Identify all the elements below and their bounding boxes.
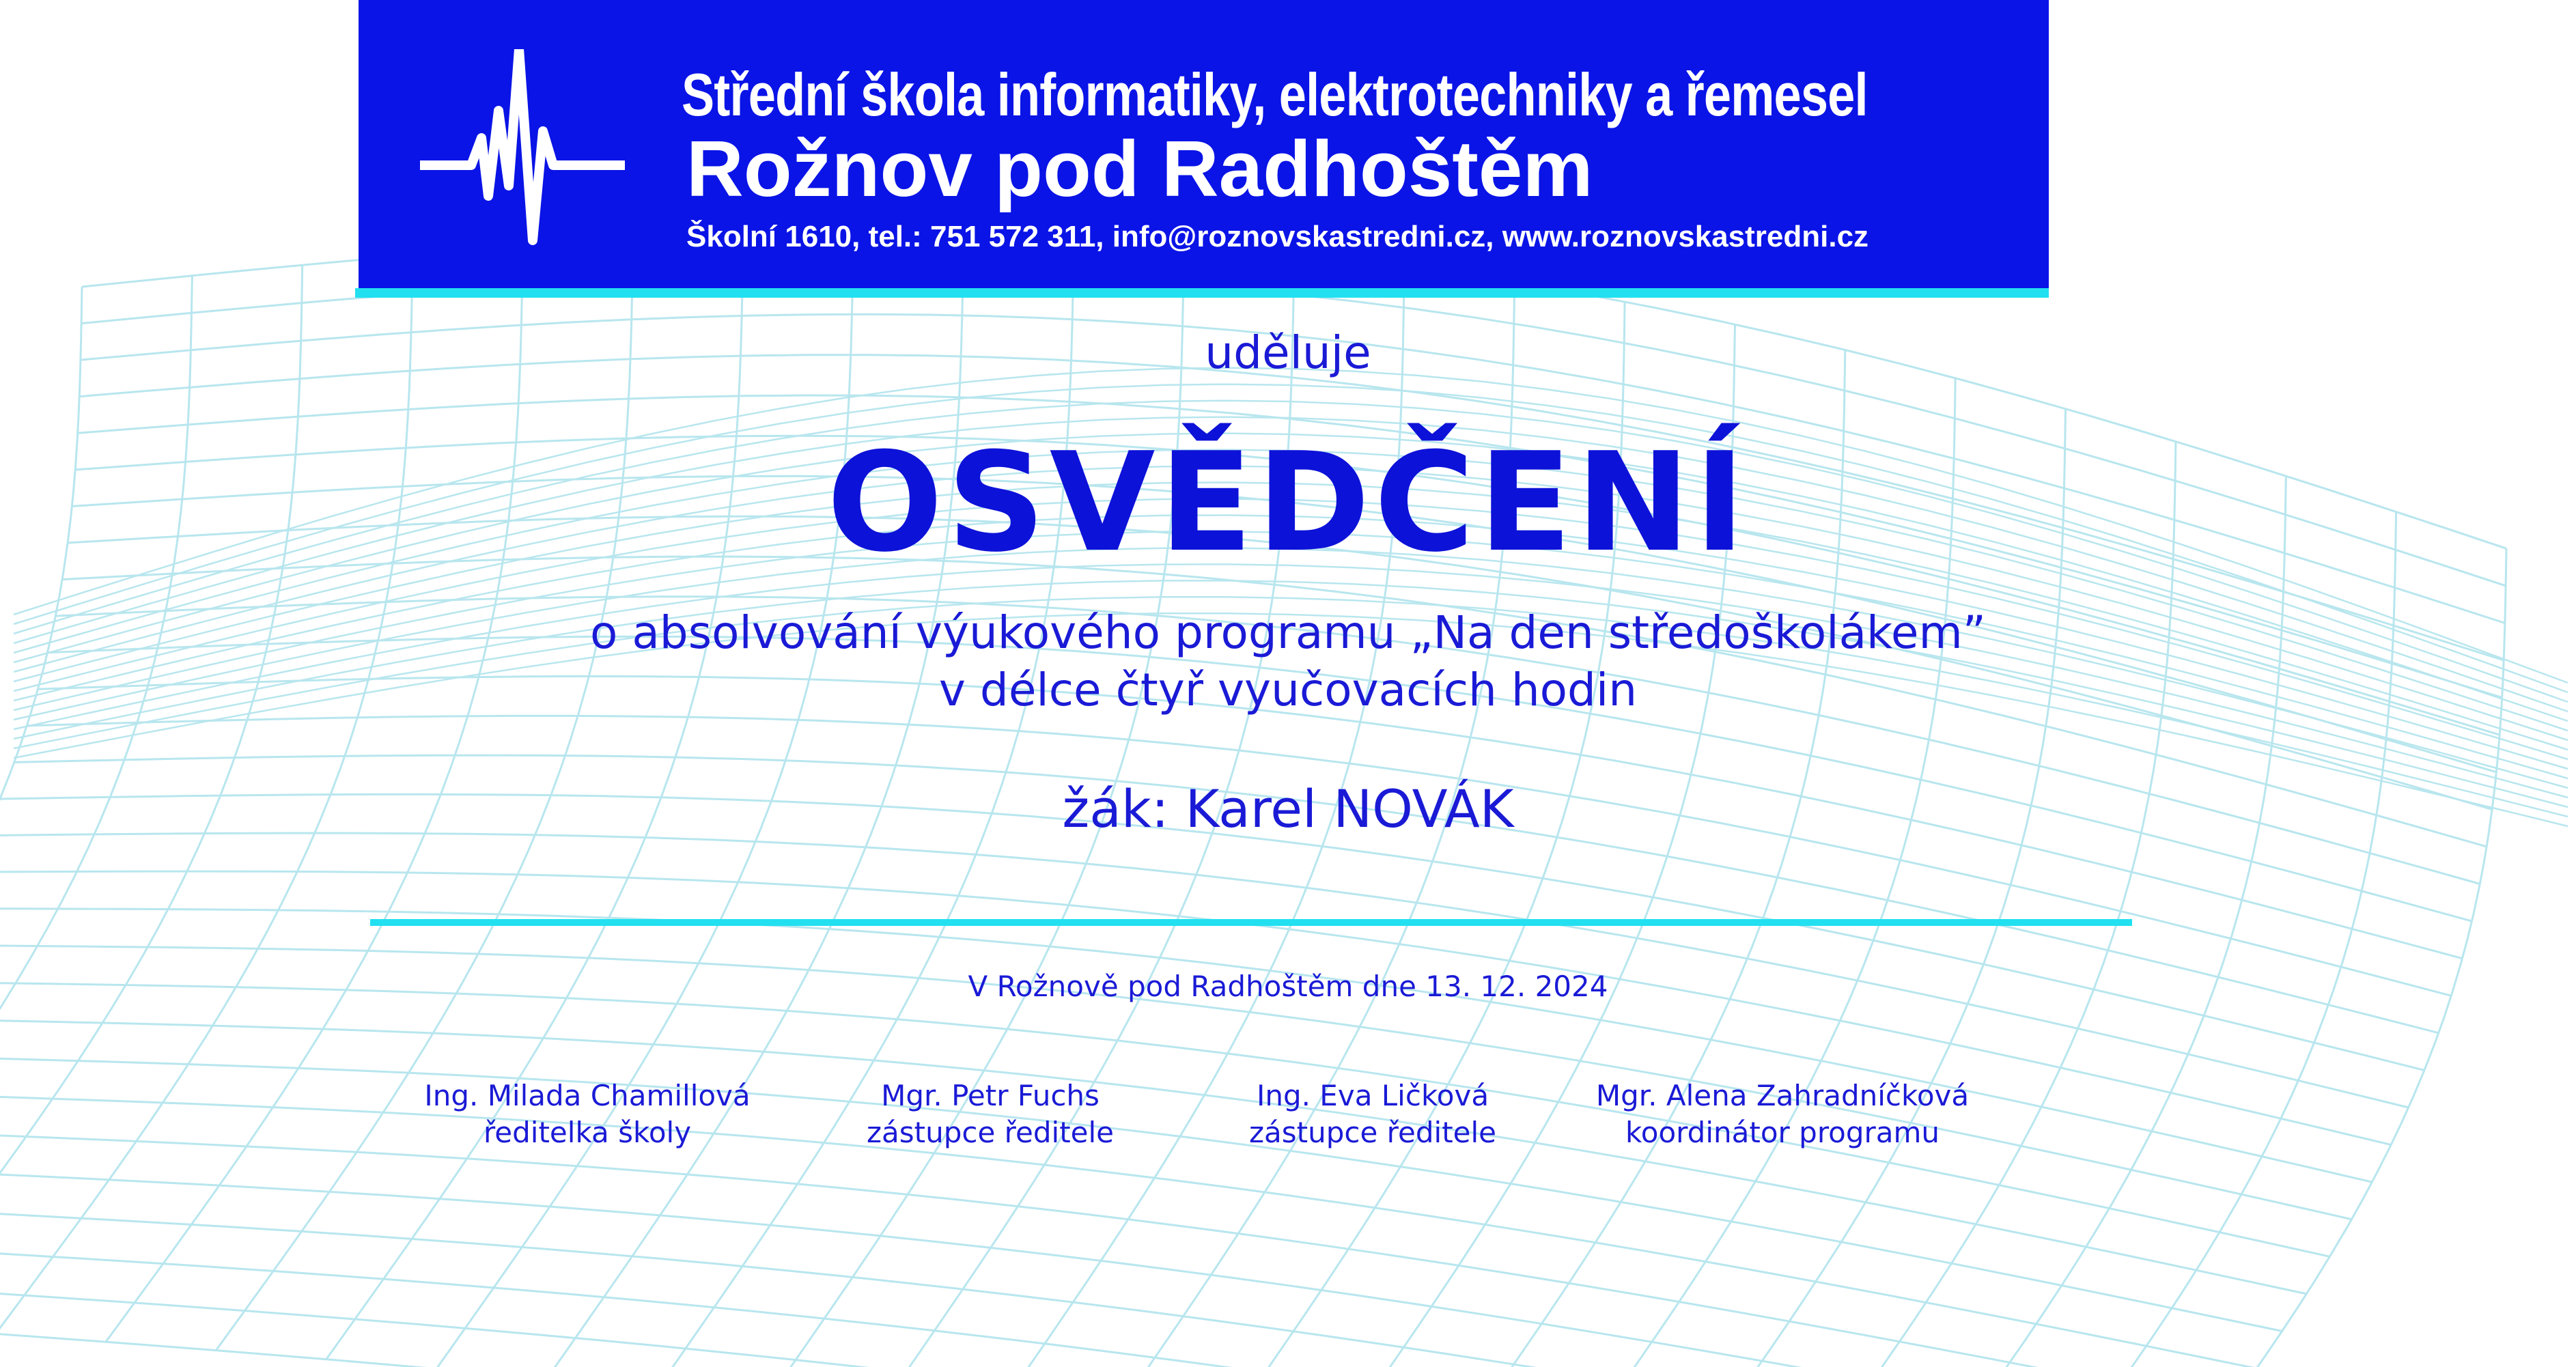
signature-block-coordinator — [1564, 1077, 2001, 1151]
grid-line — [0, 1274, 2118, 1367]
date-place-line: V Rožnově pod Radhoštěm dne 13. 12. 2024 — [968, 970, 1608, 1003]
program-description: o absolvování výukového programu „Na den středoškolákem” — [590, 606, 1986, 659]
section-divider — [370, 919, 2132, 926]
school-name-line: Střední škola informatiky, elektrotechniky a řemesel — [682, 61, 1868, 128]
header-accent-line — [355, 288, 2049, 298]
certificate-title: OSVĚDČENÍ — [826, 423, 1750, 582]
signature-block-deputy-1 — [792, 1077, 1188, 1151]
signatory-name: Mgr. Alena Zahradníčková — [1595, 1079, 1970, 1112]
signatory-name: Mgr. Petr Fuchs — [881, 1079, 1100, 1112]
program-duration: v délce čtyř vyučovacích hodin — [938, 664, 1638, 716]
school-town-heading: Rožnov pod Radhoštěm — [686, 124, 1593, 213]
heartbeat-pulse-icon — [420, 49, 625, 247]
school-contact-line: Školní 1610, tel.: 751 572 311, info@roznovskastredni.cz, www.roznovskastredni.cz — [686, 220, 1869, 253]
signatory-role: zástupce ředitele — [866, 1116, 1115, 1149]
signatory-name: Ing. Eva Ličková — [1256, 1079, 1489, 1112]
signature-block-director — [382, 1077, 792, 1151]
signatory-role: zástupce ředitele — [1248, 1116, 1497, 1149]
grid-line — [0, 1018, 2306, 1294]
grid-line — [0, 1201, 2175, 1367]
signature-block-deputy-2 — [1175, 1077, 1571, 1151]
student-name: žák: Karel NOVÁK — [1062, 778, 1514, 839]
signatory-role: ředitelka školy — [483, 1116, 692, 1149]
signatory-role: koordinátor programu — [1625, 1116, 1940, 1149]
awards-text: uděluje — [1205, 326, 1371, 379]
signatory-name: Ing. Milada Chamillová — [424, 1079, 751, 1112]
grid-line — [27, 716, 2451, 996]
